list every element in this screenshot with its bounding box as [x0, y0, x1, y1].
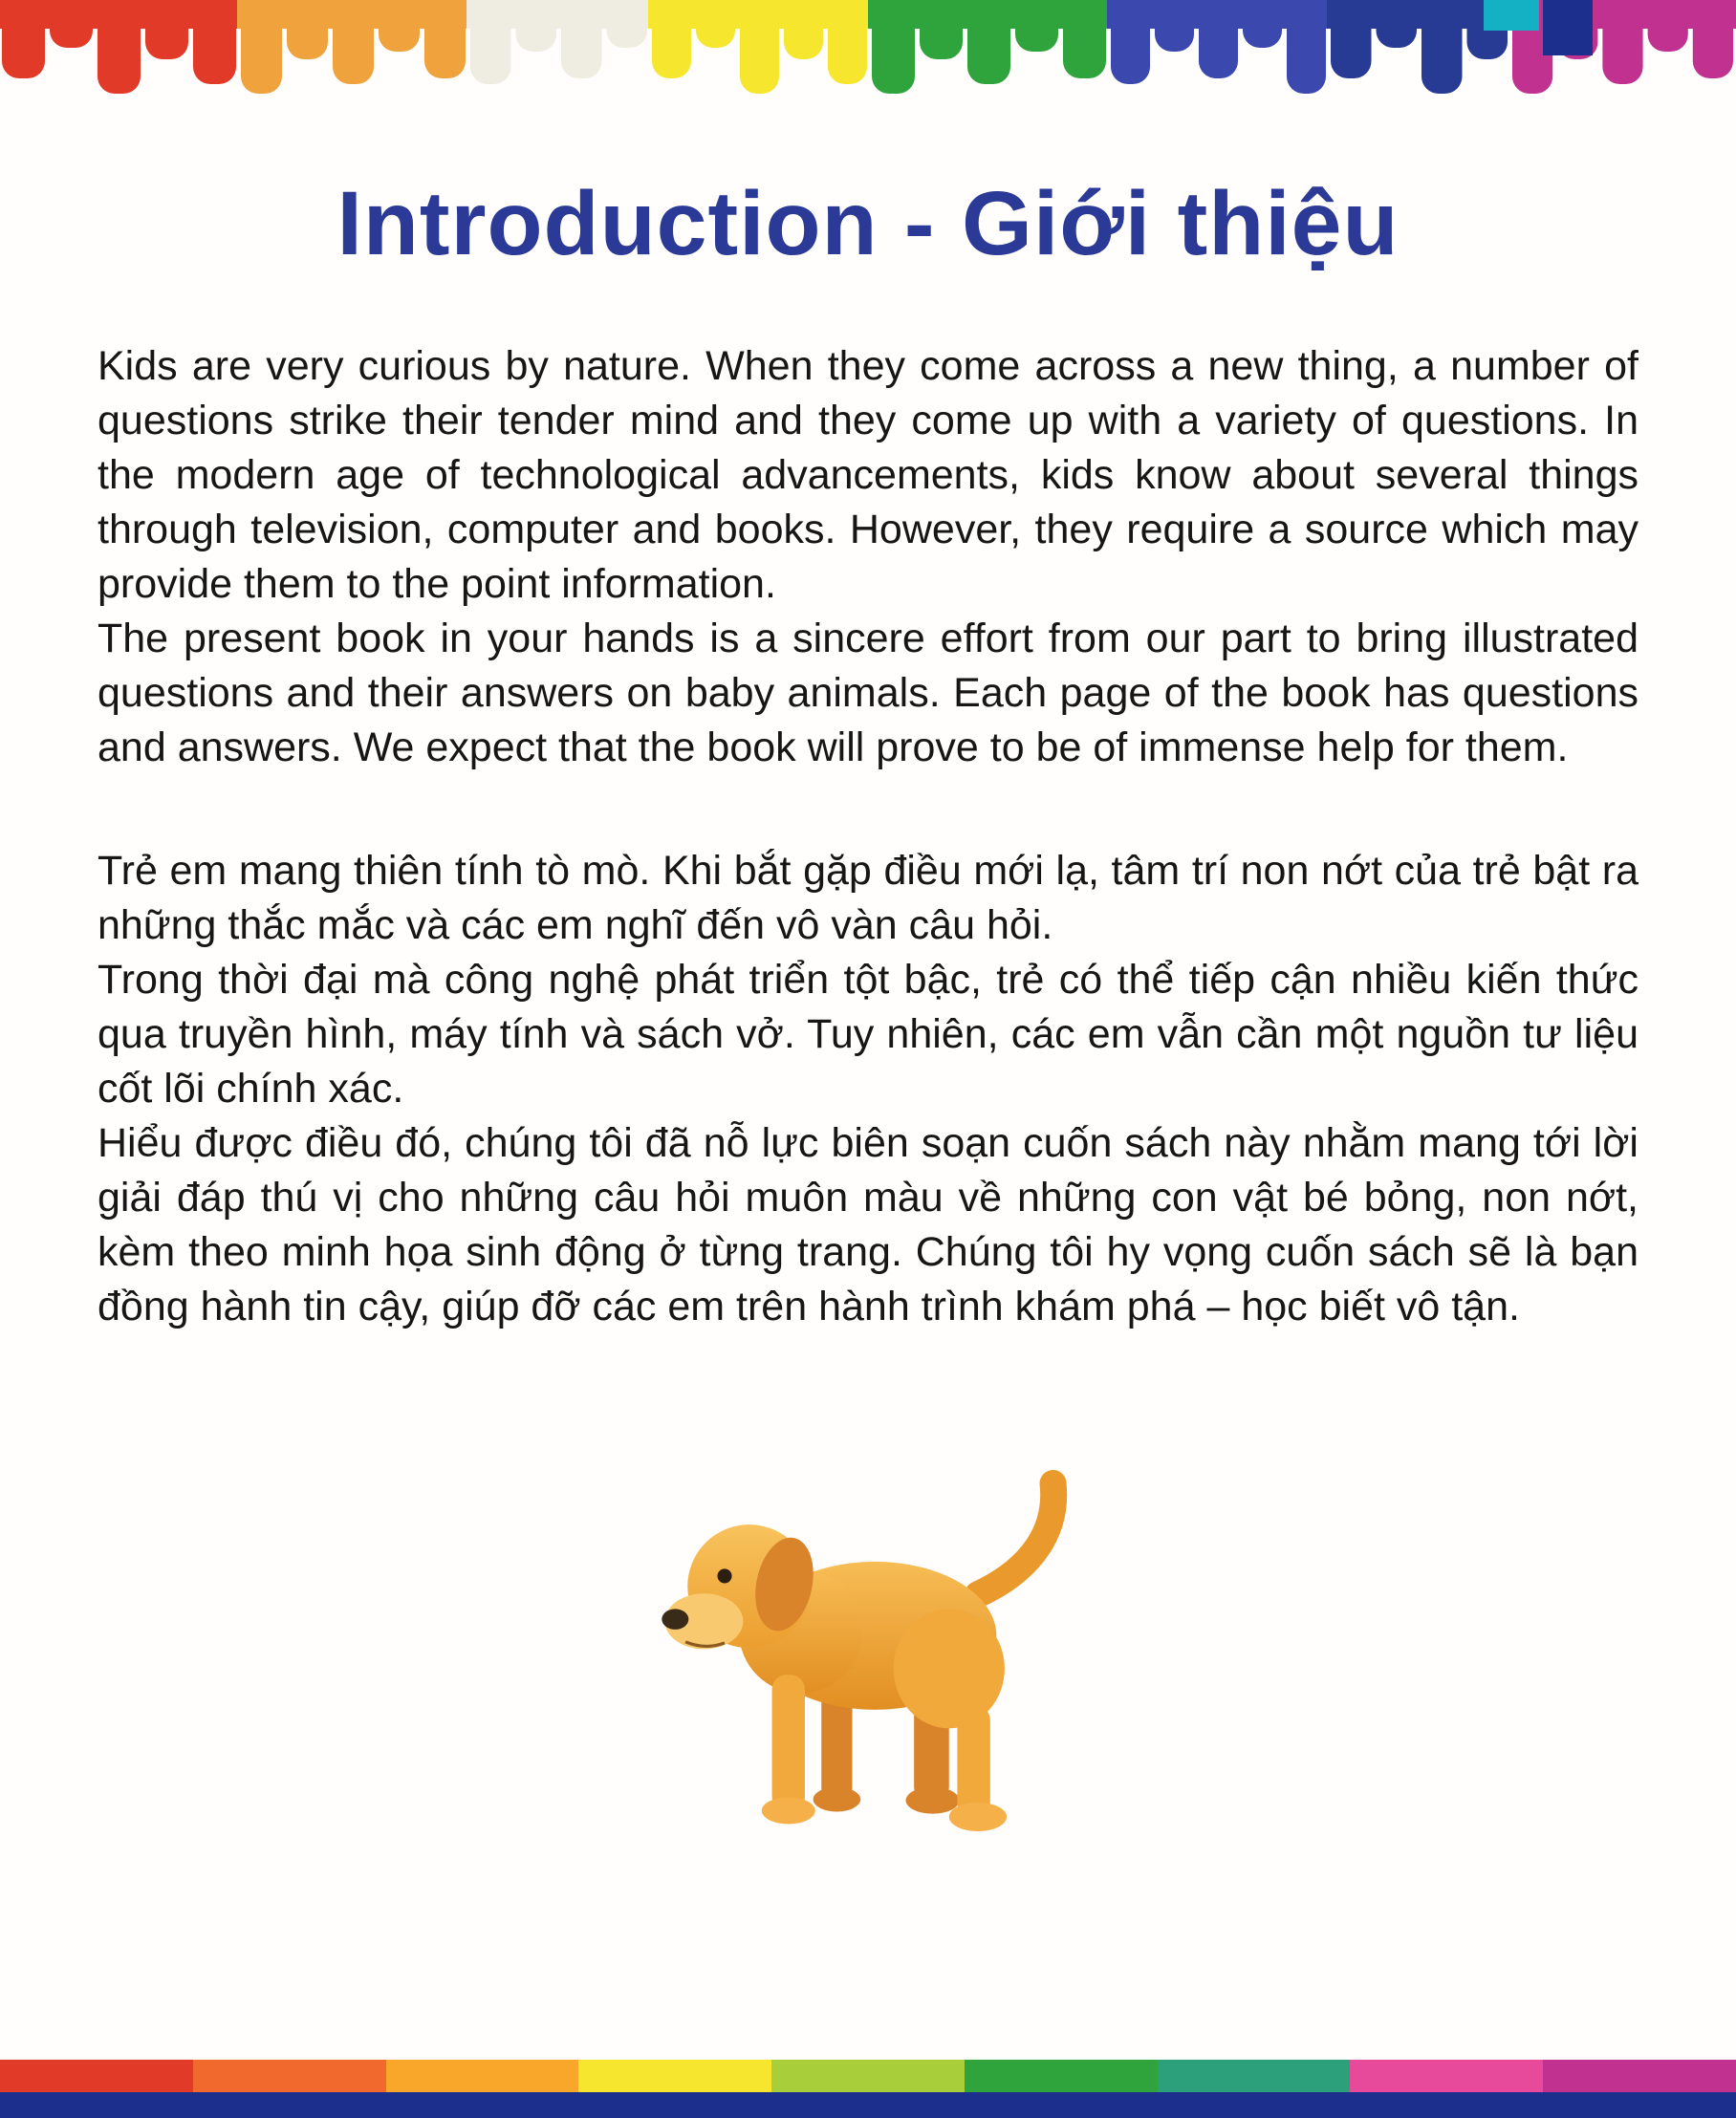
puppy-tail: [978, 1482, 1053, 1593]
paragraph: Hiểu được điều đó, chúng tôi đã nỗ lực biên soạn cuốn sách này nhằm mang tới lời giải đáp thú vị cho những câu hỏi muôn màu về những con vật bé bỏng, non nớt, kèm theo minh họa sinh động ở từng trang. Chúng tôi hy vọng cuốn sách sẽ là bạn đồng hành tin cậy, giúp đỡ các em trên hành trình khám phá – học biết vô tận.: [98, 1119, 1638, 1329]
bottom-strip-segment: [578, 2060, 771, 2092]
bottom-strip-segment: [0, 2060, 193, 2092]
bottom-strip-segment: [386, 2060, 579, 2092]
bottom-strip-segment: [193, 2060, 386, 2092]
puppy-illustration: [618, 1430, 1153, 1872]
bottom-color-strip: [0, 2060, 1736, 2092]
bottom-strip-segment: [1543, 2060, 1736, 2092]
bottom-strip-segment: [771, 2060, 965, 2092]
english-paragraphs: [98, 339, 1638, 775]
vietnamese-paragraphs: [98, 844, 1638, 1334]
puppy-front-near-leg: [772, 1675, 805, 1810]
bottom-strip-segment: [1350, 2060, 1543, 2092]
puppy-svg: [618, 1430, 1153, 1872]
puppy-nose: [662, 1609, 688, 1630]
bottom-navy-bar: [0, 2092, 1736, 2118]
paragraph: Trong thời đại mà công nghệ phát triển tột bậc, trẻ có thể tiếp cận nhiều kiến thức qua truyền hình, máy tính và sách vở. Tuy nhiên, các em vẫn cần một nguồn tư liệu cốt lõi chính xác.: [98, 956, 1638, 1112]
bottom-strip-segment: [1158, 2060, 1351, 2092]
puppy-hind-thigh: [894, 1609, 1005, 1728]
bottom-strip-segment: [965, 2060, 1158, 2092]
puppy-eye: [717, 1568, 731, 1583]
page-title: Introduction - Giới thiệu: [336, 173, 1400, 274]
paragraph: The present book in your hands is a sincere effort from our part to bring illustrated questions and their answers on baby animals. Each page of the book has questions and answers. We expect that the book will prove to be of immense help for them.: [98, 615, 1638, 770]
paragraph: Trẻ em mang thiên tính tò mò. Khi bắt gặp điều mới lạ, tâm trí non nớt của trẻ bật ra những thắc mắc và các em nghĩ đến vô vàn câu hỏi.: [98, 847, 1638, 948]
paragraph: Kids are very curious by nature. When they come across a new thing, a number of questions strike their tender mind and they come up with a variety of questions. In the modern age of technological advancements, kids know about several things through television, computer and books. However, they require a source which may provide them to the point information.: [98, 342, 1638, 607]
top-border-decoration: [0, 0, 1736, 124]
